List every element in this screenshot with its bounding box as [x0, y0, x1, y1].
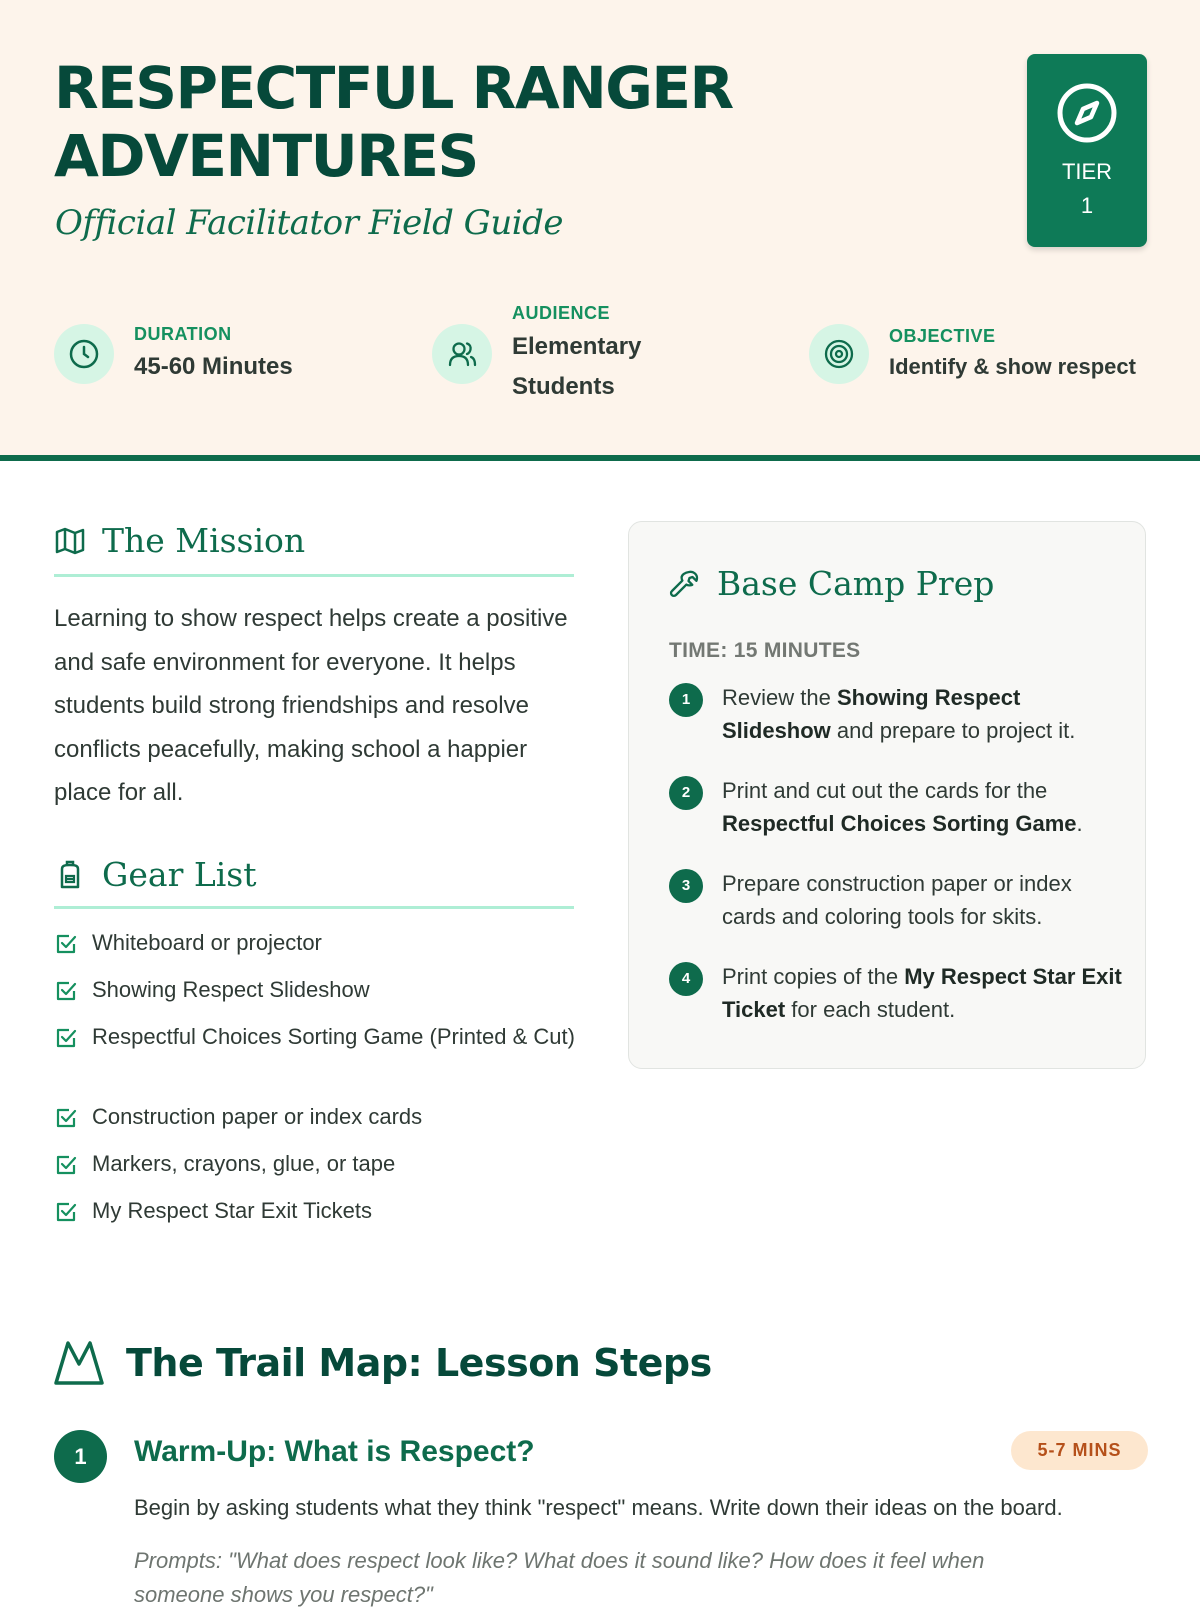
- prep-time: TIME: 15 MINUTES: [669, 639, 861, 662]
- prep-step-text: Print copies of the My Respect Star Exit Ticket for each student.: [722, 964, 1122, 1022]
- checkbox-checked-icon: [54, 1026, 78, 1050]
- checkbox-checked-icon: [54, 1153, 78, 1177]
- page-subtitle: Official Facilitator Field Guide: [55, 203, 563, 243]
- prep-heading: [669, 564, 994, 603]
- tier-badge: [1027, 54, 1147, 247]
- clock-icon: [68, 338, 100, 370]
- gear-divider: [54, 906, 574, 909]
- tier-label-group: [1027, 155, 1147, 223]
- gear-item: [54, 1147, 584, 1180]
- gear-item-text: My Respect Star Exit Tickets: [92, 1198, 372, 1223]
- mission-text: Learning to show respect helps create a positive and safe environment for everyone. It helps students build strong friendships and resolve conflicts peacefully, making school a happier place for all.: [54, 605, 568, 806]
- prep-heading-text: Base Camp Prep: [717, 564, 995, 603]
- target-icon: [823, 338, 855, 370]
- mission-heading-text: The Mission: [102, 521, 306, 560]
- prep-step-number: 2: [669, 776, 703, 810]
- base-camp-prep-card: [628, 521, 1146, 1069]
- lesson-step-description: Begin by asking students what they think "respect" means. Write down their ideas on the board.: [134, 1495, 1063, 1520]
- duration-value: 45-60 Minutes: [134, 353, 293, 380]
- gear-item: [54, 926, 584, 959]
- duration-label: DURATION: [134, 324, 232, 344]
- gear-item: [54, 1194, 584, 1227]
- prep-step-number: 3: [669, 869, 703, 903]
- audience-value: Elementary Students: [512, 333, 642, 400]
- trail-map-heading-text: The Trail Map: Lesson Steps: [126, 1341, 712, 1385]
- gear-heading-text: Gear List: [102, 855, 257, 894]
- target-icon-circle: [809, 324, 869, 384]
- objective-value: Identify & show respect: [889, 354, 1136, 379]
- wrench-icon: [669, 568, 701, 600]
- mission-heading: [54, 521, 305, 560]
- gear-heading: [54, 855, 257, 894]
- objective-label: OBJECTIVE: [889, 326, 996, 346]
- mountain-icon: [54, 1340, 104, 1386]
- compass-icon: [1056, 82, 1118, 144]
- gear-item-text: Respectful Choices Sorting Game (Printed & Cut): [92, 1024, 575, 1049]
- lesson-step-prompt: Prompts: "What does respect look like? What does it sound like? How does it feel when someone shows you respect?": [134, 1548, 985, 1607]
- gear-item-text: Construction paper or index cards: [92, 1104, 423, 1129]
- mission-divider: [54, 574, 574, 577]
- prep-step-number: 1: [669, 683, 703, 717]
- users-icon-circle: [432, 324, 492, 384]
- checkbox-checked-icon: [54, 1200, 78, 1224]
- lesson-step-time-badge: 5-7 MINS: [1011, 1431, 1148, 1470]
- page-title: RESPECTFUL RANGER ADVENTURES: [54, 54, 733, 190]
- tier-number: 1: [1080, 193, 1094, 218]
- backpack-icon: [54, 859, 86, 891]
- checkbox-checked-icon: [54, 932, 78, 956]
- prep-step-text: Review the Showing Respect Slideshow and prepare to project it.: [722, 685, 1076, 743]
- header-banner: [0, 0, 1200, 461]
- lesson-step-number: 1: [54, 1430, 107, 1483]
- gear-item-text: Whiteboard or projector: [92, 930, 322, 955]
- tier-label: TIER: [1061, 159, 1113, 184]
- trail-map-heading: [54, 1340, 712, 1386]
- prep-step-text: Prepare construction paper or index cards and coloring tools for skits.: [722, 871, 1072, 929]
- checkbox-checked-icon: [54, 1106, 78, 1130]
- prep-step-number: 4: [669, 962, 703, 996]
- lesson-step-title: Warm-Up: What is Respect?: [134, 1435, 535, 1468]
- prep-step-text: Print and cut out the cards for the Respectful Choices Sorting Game.: [722, 778, 1083, 836]
- gear-item: [54, 1100, 584, 1133]
- users-icon: [446, 338, 478, 370]
- gear-item: [54, 973, 584, 1006]
- gear-item-text: Markers, crayons, glue, or tape: [92, 1151, 396, 1176]
- audience-label: AUDIENCE: [512, 303, 611, 323]
- clock-icon-circle: [54, 324, 114, 384]
- gear-item-text: Showing Respect Slideshow: [92, 977, 370, 1002]
- checkbox-checked-icon: [54, 979, 78, 1003]
- gear-item: [54, 1020, 584, 1053]
- map-icon: [54, 525, 86, 557]
